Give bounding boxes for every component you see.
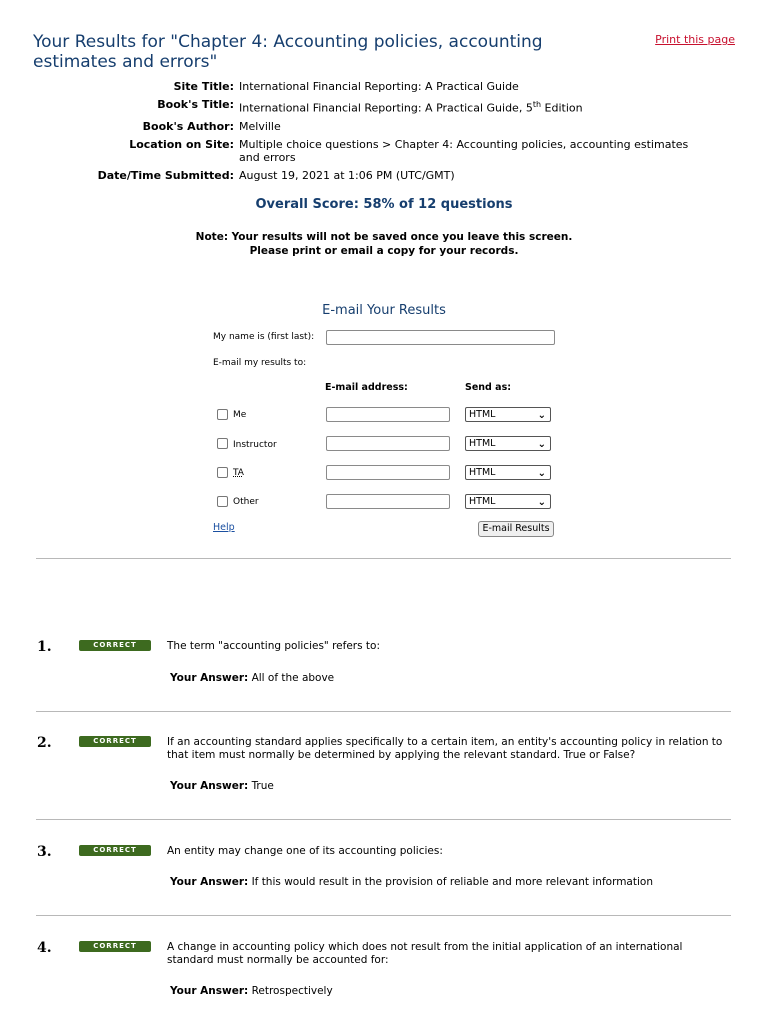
- other-format-select[interactable]: [465, 494, 551, 509]
- answer-value: If this would result in the provision of reliable and more relevant information: [251, 876, 653, 888]
- your-answer-label: Your Answer:: [170, 876, 249, 888]
- other-format-value: HTML: [469, 496, 496, 507]
- ta-checkbox[interactable]: [217, 467, 228, 478]
- instructor-format-select[interactable]: [465, 436, 551, 451]
- chevron-down-icon: ⌄: [537, 497, 546, 508]
- print-page-link[interactable]: Print this page: [655, 33, 735, 46]
- me-checkbox[interactable]: [217, 409, 228, 420]
- correct-badge: CORRECT: [79, 845, 151, 856]
- name-label: My name is (first last):: [213, 332, 315, 342]
- meta-value: International Financial Reporting: A Practical Guide: [239, 80, 519, 93]
- me-format-value: HTML: [469, 409, 496, 420]
- question-divider: [36, 819, 731, 820]
- meta-row-book-title: [0, 98, 768, 115]
- instructor-format-value: HTML: [469, 438, 496, 449]
- me-email-input[interactable]: [326, 407, 450, 422]
- question-text: If an accounting standard applies specifically to a certain item, an entity's accounting policy in relation to that item must normally be determined by applying the relevant standard. True or False?: [167, 736, 723, 761]
- instructor-email-input[interactable]: [326, 436, 450, 451]
- chevron-down-icon: ⌄: [537, 439, 546, 450]
- your-answer: [170, 985, 730, 997]
- me-format-select[interactable]: [465, 407, 551, 422]
- save-note-line-1: Note: Your results will not be saved once you leave this screen.: [195, 231, 573, 243]
- email-results-button[interactable]: E-mail Results: [478, 521, 554, 537]
- overall-score: Overall Score: 58% of 12 questions: [255, 197, 513, 212]
- correct-badge: CORRECT: [79, 736, 151, 747]
- instructor-checkbox[interactable]: [217, 438, 228, 449]
- meta-row-datetime: [0, 169, 768, 182]
- meta-label: Location on Site:: [129, 137, 234, 151]
- question-number: 1.: [37, 639, 52, 655]
- correct-badge: CORRECT: [79, 640, 151, 651]
- page-title: Your Results for "Chapter 4: Accounting policies, accounting estimates and errors": [33, 32, 543, 72]
- chevron-down-icon: ⌄: [537, 468, 546, 479]
- meta-value: August 19, 2021 at 1:06 PM (UTC/GMT): [239, 168, 455, 182]
- other-email-input[interactable]: [326, 494, 450, 509]
- question-number: 4.: [37, 940, 52, 956]
- question-text: A change in accounting policy which does not result from the initial application of an international standard must normally be accounted for:: [167, 941, 683, 966]
- chevron-down-icon: ⌄: [537, 410, 546, 421]
- question-text: An entity may change one of its accounting policies:: [167, 845, 443, 857]
- section-divider: [36, 558, 731, 559]
- ta-label: TA: [233, 468, 244, 478]
- your-answer-label: Your Answer:: [170, 672, 249, 684]
- your-answer-label: Your Answer:: [170, 985, 249, 997]
- your-answer: [170, 780, 730, 792]
- your-answer: [170, 876, 730, 888]
- correct-badge: CORRECT: [79, 941, 151, 952]
- meta-value: Multiple choice questions > Chapter 4: Accounting policies, accounting estimates and errors: [239, 137, 689, 164]
- email-section-title: E-mail Your Results: [322, 303, 446, 318]
- save-note: [0, 230, 768, 258]
- meta-row-author: [0, 120, 768, 133]
- other-label: Other: [233, 497, 259, 507]
- name-input[interactable]: [326, 330, 555, 345]
- help-link[interactable]: Help: [213, 522, 235, 533]
- answer-value: Retrospectively: [251, 985, 333, 997]
- meta-row-location: [0, 138, 768, 164]
- instructor-label: Instructor: [233, 440, 277, 450]
- ordinal-suffix: th: [532, 100, 542, 109]
- answer-value: True: [251, 780, 274, 792]
- question-number: 2.: [37, 735, 52, 751]
- meta-label: Book's Author:: [142, 119, 234, 133]
- ta-format-value: HTML: [469, 467, 496, 478]
- meta-label: Book's Title:: [157, 98, 234, 111]
- question-text: The term "accounting policies" refers to:: [167, 640, 380, 652]
- question-number: 3.: [37, 844, 52, 860]
- other-checkbox[interactable]: [217, 496, 228, 507]
- meta-value: International Financial Reporting: A Practical Guide, 5th Edition: [239, 100, 583, 115]
- question-divider: [36, 711, 731, 712]
- email-address-column-header: E-mail address:: [325, 382, 408, 393]
- results-metadata: [0, 80, 768, 187]
- save-note-line-2: Please print or email a copy for your records.: [249, 245, 519, 257]
- answer-value: All of the above: [251, 672, 335, 684]
- me-label: Me: [233, 410, 247, 420]
- meta-row-site-title: [0, 80, 768, 93]
- your-answer: [170, 672, 730, 684]
- send-as-column-header: Send as:: [465, 382, 512, 393]
- meta-label: Site Title:: [173, 80, 234, 93]
- ta-email-input[interactable]: [326, 465, 450, 480]
- meta-value: Melville: [239, 119, 281, 133]
- your-answer-label: Your Answer:: [170, 780, 249, 792]
- question-divider: [36, 915, 731, 916]
- meta-label: Date/Time Submitted:: [97, 168, 234, 182]
- email-to-label: E-mail my results to:: [213, 358, 307, 368]
- ta-format-select[interactable]: [465, 465, 551, 480]
